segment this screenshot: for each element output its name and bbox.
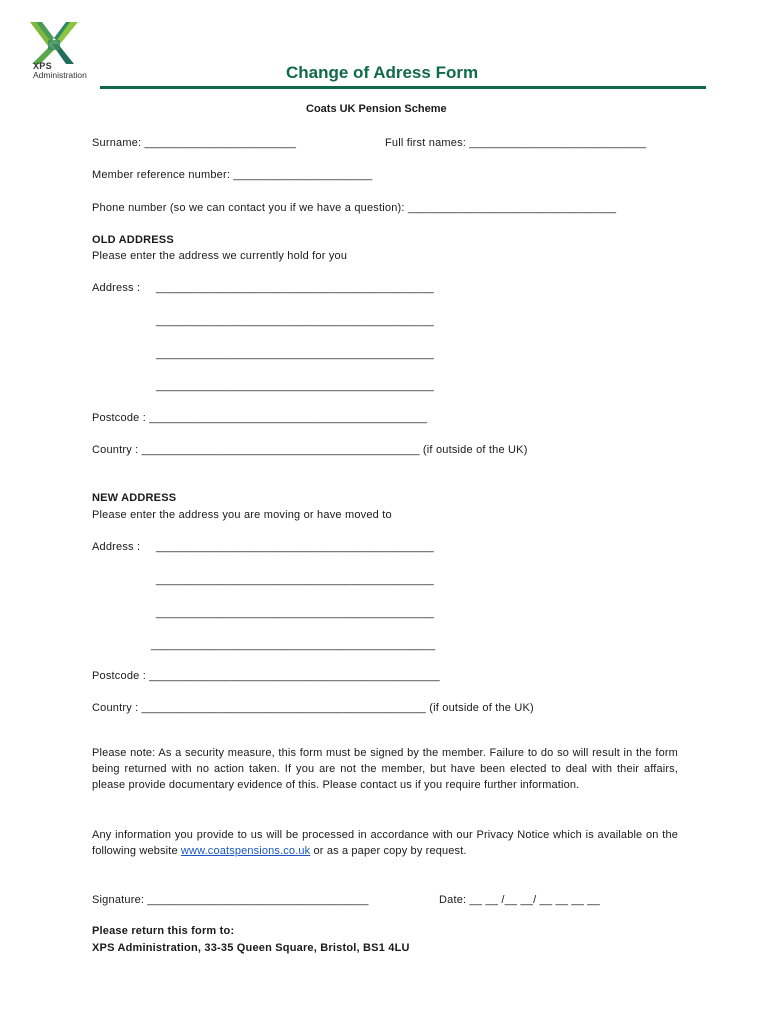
new-address-line-3[interactable]: ____________________________________________ <box>156 607 434 619</box>
old-address-line-2[interactable]: ____________________________________________ <box>156 315 434 327</box>
surname-field[interactable]: Surname: ________________________ <box>92 137 297 149</box>
phone-number-field[interactable]: Phone number (so we can contact you if we have a question): _________________________________ <box>92 202 617 214</box>
privacy-notice <box>92 827 678 859</box>
new-address-line-4[interactable]: _____________________________________________ <box>151 639 436 651</box>
new-country-field[interactable]: Country : _____________________________________________ (if outside of the UK) <box>92 702 534 714</box>
privacy-text-before: Any information you provide to us will be processed in accordance with our Privacy Notice which is available on the following website <box>92 829 678 857</box>
page-title: Change of Adress Form <box>286 63 479 82</box>
old-address-line-4[interactable]: ____________________________________________ <box>156 380 434 392</box>
title-divider <box>100 86 706 89</box>
old-address-instruction: Please enter the address we currently hold for you <box>92 250 348 262</box>
first-names-field[interactable]: Full first names: ____________________________ <box>385 137 647 149</box>
new-address-label: Address : <box>92 541 141 553</box>
signature-field[interactable]: Signature: ___________________________________ <box>92 894 369 906</box>
new-address-line-1[interactable]: ____________________________________________ <box>156 541 434 553</box>
logo-xps: XPS <box>33 61 52 71</box>
scheme-subtitle: Coats UK Pension Scheme <box>306 103 447 115</box>
new-address-instruction: Please enter the address you are moving or have moved to <box>92 509 392 521</box>
new-address-heading: NEW ADDRESS <box>92 492 177 504</box>
old-country-field[interactable]: Country : ____________________________________________ (if outside of the UK) <box>92 444 528 456</box>
date-field[interactable]: Date: __ __ /__ __/ __ __ __ __ <box>439 894 600 906</box>
security-note: Please note: As a security measure, this form must be signed by the member. Failure to do so will result in the form being returned with no action taken. If you are not the member, but have been elected to deal with their affairs, please provide documentary evidence of this. Please contact us if you require further information. <box>92 747 678 791</box>
coats-pensions-link[interactable]: www.coatspensions.co.uk <box>180 845 311 857</box>
privacy-text-after: or as a paper copy by request. <box>310 845 467 857</box>
new-address-line-2[interactable]: ____________________________________________ <box>156 574 434 586</box>
new-postcode-field[interactable]: Postcode : ______________________________________________ <box>92 670 440 682</box>
member-reference-field[interactable]: Member reference number: ______________________ <box>92 169 373 181</box>
return-address: XPS Administration, 33-35 Queen Square, Bristol, BS1 4LU <box>92 942 410 954</box>
old-address-line-3[interactable]: ____________________________________________ <box>156 348 434 360</box>
logo-text <box>33 62 87 80</box>
old-address-line-1[interactable]: ____________________________________________ <box>156 282 434 294</box>
old-address-label: Address : <box>92 282 141 294</box>
logo-administration: Administration <box>33 70 87 80</box>
old-postcode-field[interactable]: Postcode : ____________________________________________ <box>92 412 428 424</box>
return-heading: Please return this form to: <box>92 925 235 937</box>
old-address-heading: OLD ADDRESS <box>92 234 174 246</box>
